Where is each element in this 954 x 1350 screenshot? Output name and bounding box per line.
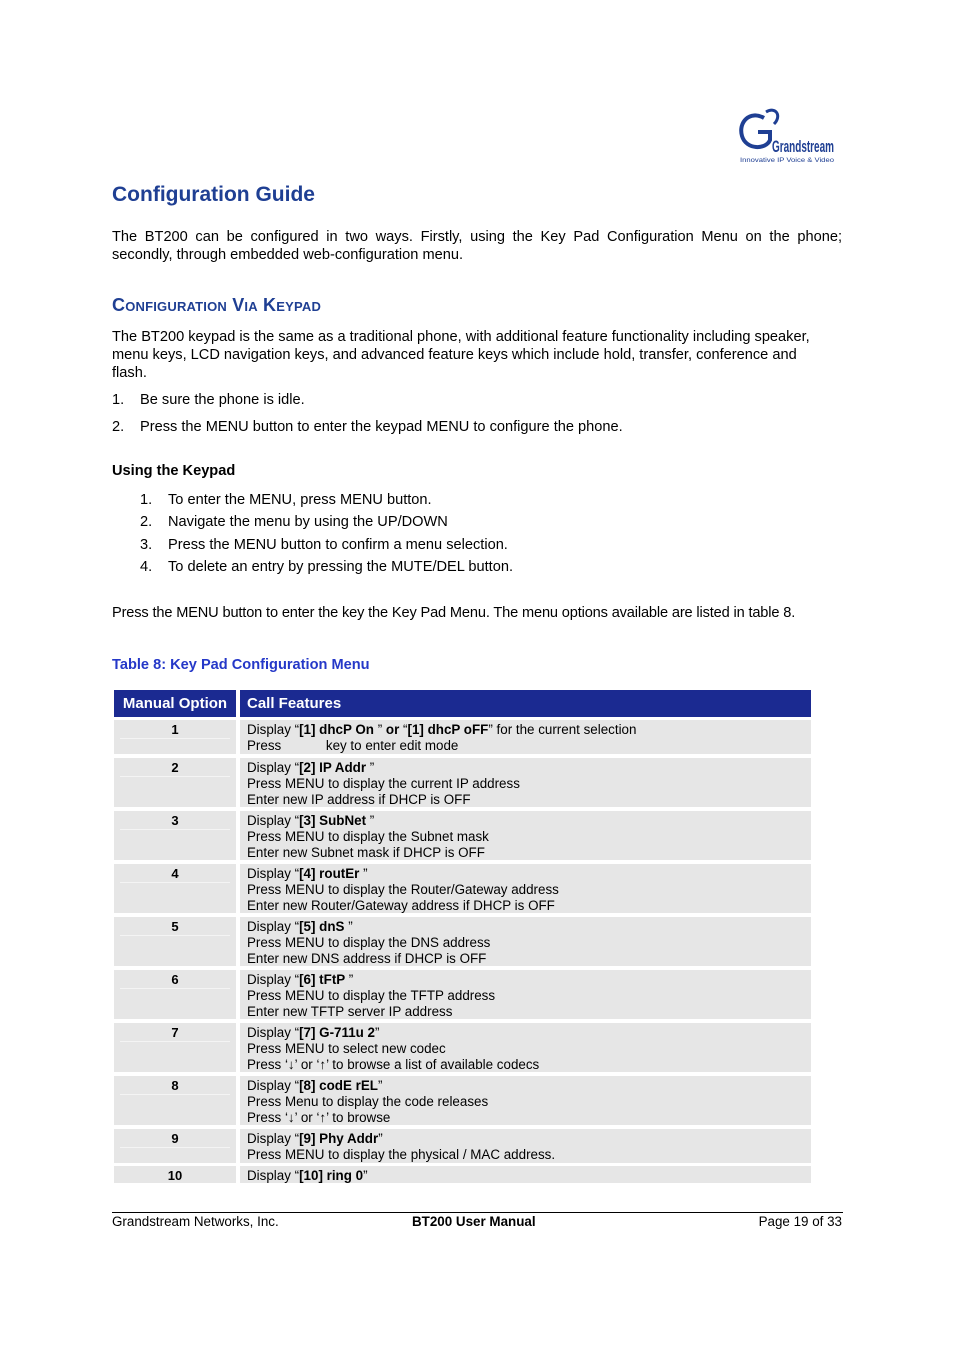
feature-text: Press MENU to display the TFTP address — [247, 988, 496, 1003]
option-number: 4 — [171, 866, 179, 881]
feature-text: ” — [363, 866, 368, 881]
feature-text: Display “ — [247, 813, 300, 828]
display-code: [2] IP Addr — [299, 760, 370, 775]
cell-divider — [120, 882, 230, 883]
table-caption: Table 8: Key Pad Configuration Menu — [112, 657, 370, 673]
display-code: [9] Phy Addr — [299, 1131, 379, 1146]
feature-text: Press key to enter edit mode — [247, 738, 459, 753]
footer-manual-title: BT200 User Manual — [412, 1214, 536, 1229]
feature-text: Press MENU to display the DNS address — [247, 935, 491, 950]
feature-text: Display “ — [247, 1078, 300, 1093]
page-title: Configuration Guide — [112, 183, 315, 206]
cell-divider — [120, 829, 230, 830]
cell-divider — [120, 776, 230, 777]
feature-line — [240, 1004, 811, 1020]
feature-line — [240, 1078, 811, 1094]
feature-cell — [240, 864, 811, 913]
feature-text: ” — [363, 1168, 368, 1183]
list-number: 2. — [112, 419, 125, 435]
feature-text: Press MENU to display the Subnet mask — [247, 829, 489, 844]
feature-text: Display “ — [247, 866, 300, 881]
feature-text: Enter new DNS address if DHCP is OFF — [247, 951, 487, 966]
logo-brand-text: Grandstream — [772, 137, 834, 156]
feature-text: Enter new Subnet mask if DHCP is OFF — [247, 845, 485, 860]
feature-cell — [240, 970, 811, 1019]
keypad-paragraph: The BT200 keypad is the same as a traditional phone, with additional feature functionality including speaker, menu keys, LCD navigation keys, and advanced feature keys which include hold, transfer, conference and flash. — [112, 329, 810, 381]
feature-cell — [240, 1129, 811, 1163]
cell-divider — [120, 1041, 230, 1042]
option-number: 7 — [171, 1025, 179, 1040]
feature-line — [240, 1057, 811, 1073]
logo-tagline: Innovative IP Voice & Video — [740, 157, 835, 164]
feature-text: Display “ — [247, 722, 300, 737]
feature-text: ” — [375, 1025, 380, 1040]
list-text: Navigate the menu by using the UP/DOWN — [168, 514, 448, 530]
feature-text: ” for the current selection — [488, 722, 637, 737]
feature-text: “ — [399, 722, 408, 737]
feature-cell — [240, 758, 811, 807]
feature-line — [240, 898, 811, 914]
table-row — [114, 811, 811, 860]
feature-text: ” — [348, 919, 353, 934]
option-cell — [114, 811, 236, 860]
feature-text: ” — [377, 1078, 383, 1093]
table-row — [114, 1076, 811, 1125]
display-code: [5] dnS — [299, 919, 349, 934]
feature-line — [240, 951, 811, 967]
feature-line — [240, 776, 811, 792]
feature-text: Press MENU to select new codec — [247, 1041, 446, 1056]
list-number: 3. — [140, 537, 153, 553]
footer-page-number: Page 19 of 33 — [758, 1214, 842, 1229]
feature-line — [240, 829, 811, 845]
table-row — [114, 917, 811, 966]
feature-text: Display “ — [247, 1168, 300, 1183]
option-number: 2 — [171, 760, 179, 775]
grandstream-logo — [736, 106, 840, 166]
option-number: 1 — [171, 722, 179, 737]
option-cell — [114, 970, 236, 1019]
feature-line — [240, 972, 811, 988]
display-code: [4] routEr — [299, 866, 364, 881]
table-row — [114, 970, 811, 1019]
option-cell — [114, 917, 236, 966]
feature-line — [240, 738, 811, 754]
feature-text: Display “ — [247, 919, 300, 934]
footer-divider — [112, 1212, 843, 1213]
display-code: [1] dhcP On — [299, 722, 378, 737]
option-cell — [114, 864, 236, 913]
display-code: [1] dhcP oFF — [407, 722, 489, 737]
menu-paragraph: Press the MENU button to enter the key the Key Pad Menu. The menu options available are listed in table 8. — [112, 605, 796, 621]
feature-text: Press ‘↓’ or ‘↑’ to browse a list of available codecs — [247, 1057, 540, 1072]
list-number: 1. — [112, 392, 125, 408]
list-text: Press the MENU button to confirm a menu selection. — [168, 537, 508, 553]
display-code: or — [385, 722, 400, 737]
cell-divider — [120, 935, 230, 936]
table-row — [114, 1023, 811, 1072]
table-row — [114, 864, 811, 913]
feature-line — [240, 919, 811, 935]
feature-text: Press MENU to display the physical / MAC address. — [247, 1147, 556, 1162]
feature-line — [240, 845, 811, 861]
option-number: 8 — [171, 1078, 179, 1093]
feature-line — [240, 1131, 811, 1147]
feature-text: Display “ — [247, 1025, 300, 1040]
option-cell — [114, 720, 236, 754]
feature-text: ” — [348, 972, 354, 987]
option-cell — [114, 1129, 236, 1163]
feature-text: Press MENU to display the Router/Gateway address — [247, 882, 559, 897]
footer-company: Grandstream Networks, Inc. — [112, 1214, 279, 1229]
list-text: Be sure the phone is idle. — [140, 392, 305, 408]
table-row — [114, 720, 811, 754]
option-cell — [114, 758, 236, 807]
feature-line — [240, 935, 811, 951]
table-row — [114, 758, 811, 807]
table-row — [114, 1129, 811, 1163]
feature-text: ” — [378, 1131, 383, 1146]
section-heading: Configuration Via Keypad — [112, 295, 322, 315]
feature-cell — [240, 811, 811, 860]
option-cell — [114, 1076, 236, 1125]
feature-line — [240, 1110, 811, 1126]
list-text: To enter the MENU, press MENU button. — [168, 492, 432, 508]
display-code: [10] ring 0 — [299, 1168, 364, 1183]
cell-divider — [120, 738, 230, 739]
feature-line — [240, 1168, 811, 1184]
display-code: [7] G-711u 2 — [299, 1025, 376, 1040]
feature-text: Press MENU to display the current IP address — [247, 776, 520, 791]
feature-line — [240, 722, 811, 738]
feature-line — [240, 988, 811, 1004]
feature-text: Display “ — [247, 972, 300, 987]
feature-line — [240, 813, 811, 829]
cell-divider — [120, 1094, 230, 1095]
option-number: 10 — [167, 1168, 183, 1183]
table-header-features: Call Features — [240, 690, 811, 717]
intro-paragraph: The BT200 can be configured in two ways. Firstly, using the Key Pad Configuration Menu on the phone; secondly, through embedded web-configuration menu. — [112, 229, 842, 263]
list-number: 1. — [140, 492, 153, 508]
list-number: 4. — [140, 559, 153, 575]
cell-divider — [120, 988, 230, 989]
feature-cell — [240, 720, 811, 754]
list-number: 2. — [140, 514, 153, 530]
using-keypad-heading: Using the Keypad — [112, 463, 236, 479]
option-cell — [114, 1166, 236, 1183]
feature-text: Enter new TFTP server IP address — [247, 1004, 453, 1019]
option-number: 6 — [171, 972, 179, 987]
feature-text: Display “ — [247, 1131, 300, 1146]
table-row — [114, 1166, 811, 1183]
feature-cell — [240, 1023, 811, 1072]
feature-cell — [240, 917, 811, 966]
feature-text: Enter new Router/Gateway address if DHCP is OFF — [247, 898, 555, 913]
feature-cell — [240, 1166, 811, 1183]
display-code: [6] tFtP — [299, 972, 349, 987]
list-text: Press the MENU button to enter the keypad MENU to configure the phone. — [140, 419, 623, 435]
feature-text: Display “ — [247, 760, 300, 775]
feature-line — [240, 1147, 811, 1163]
option-cell — [114, 1023, 236, 1072]
option-number: 9 — [171, 1131, 179, 1146]
feature-text: Press Menu to display the code releases — [247, 1094, 489, 1109]
option-number: 5 — [171, 919, 179, 934]
display-code: [8] codE rEL — [299, 1078, 378, 1093]
feature-text: ” — [369, 813, 375, 828]
cell-divider — [120, 1147, 230, 1148]
feature-line — [240, 882, 811, 898]
feature-text: ” — [369, 760, 375, 775]
feature-line — [240, 1025, 811, 1041]
feature-cell — [240, 1076, 811, 1125]
feature-line — [240, 1094, 811, 1110]
feature-text: Press ‘↓’ or ‘↑’ to browse — [247, 1110, 391, 1125]
option-number: 3 — [171, 813, 179, 828]
feature-line — [240, 1041, 811, 1057]
list-text: To delete an entry by pressing the MUTE/DEL button. — [168, 559, 514, 575]
feature-text: Enter new IP address if DHCP is OFF — [247, 792, 471, 807]
display-code: [3] SubNet — [299, 813, 370, 828]
feature-line — [240, 792, 811, 808]
table-header-option: Manual Option — [114, 690, 236, 717]
feature-text: ” — [377, 722, 386, 737]
feature-line — [240, 866, 811, 882]
feature-line — [240, 760, 811, 776]
